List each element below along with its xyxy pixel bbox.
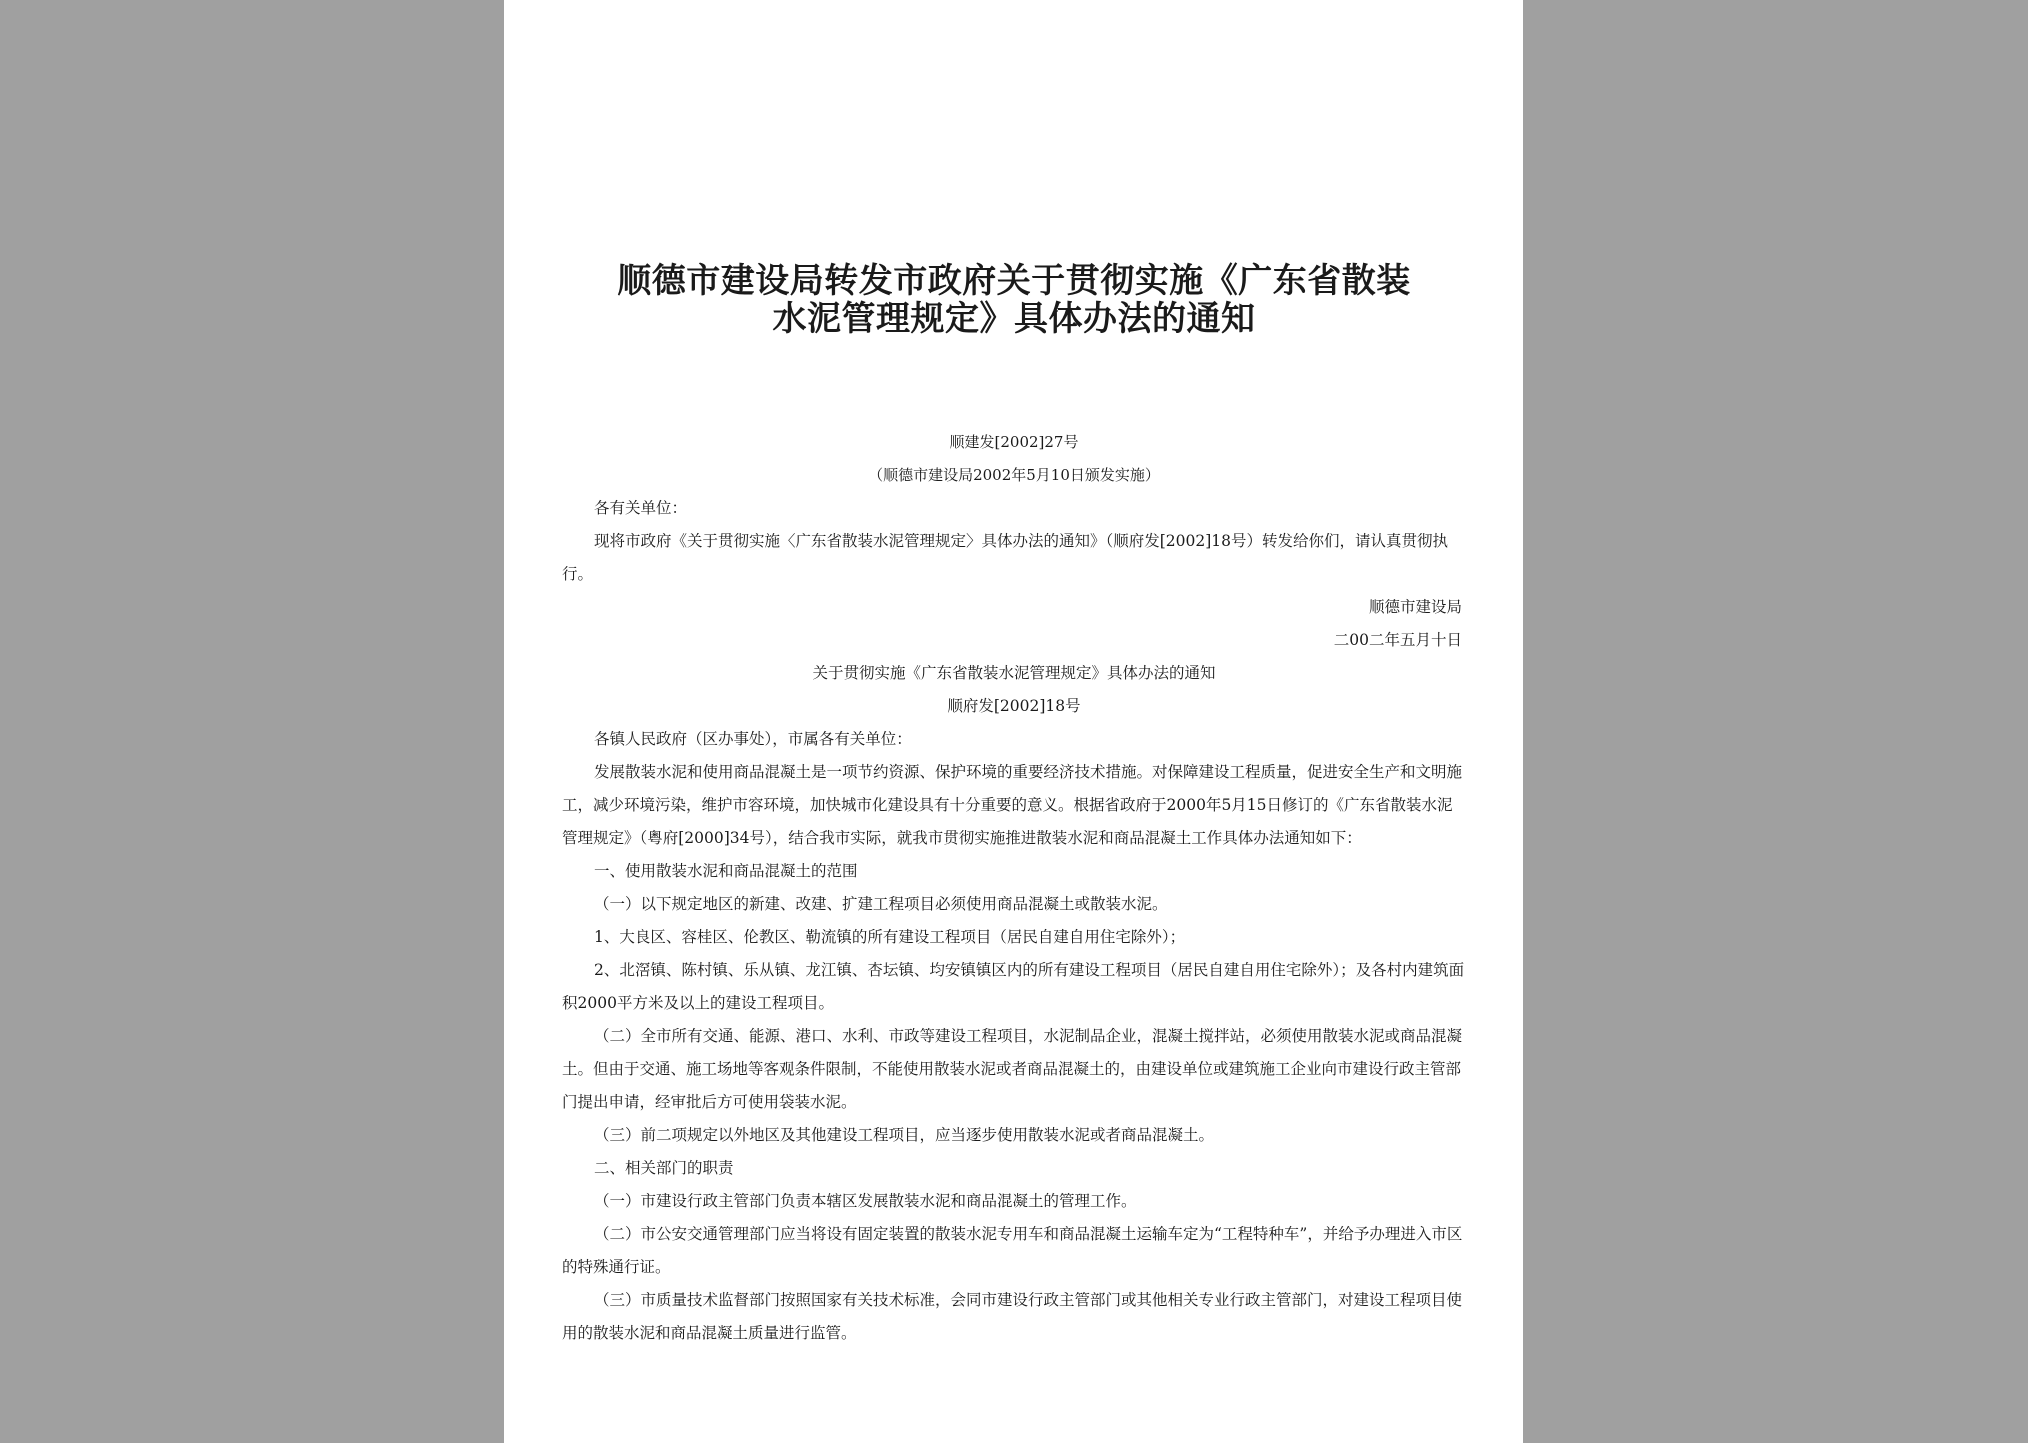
signature-org: 顺德市建设局 — [1368, 598, 1462, 616]
sub-title: 关于贯彻实施《广东省散装水泥管理规定》具体办法的通知 — [812, 664, 1216, 682]
document-number: 顺建发[2002]27号 — [949, 433, 1079, 451]
sub-document-number: 顺府发[2002]18号 — [947, 697, 1081, 715]
title-line-1: 顺德市建设局转发市政府关于贯彻实施《广东省散装 — [617, 261, 1411, 301]
section-1-item-3: （三）前二项规定以外地区及其他建设工程项目，应当逐步使用散装水泥或者商品混凝土。 — [594, 1126, 1215, 1144]
section-2-item-1: （一）市建设行政主管部门负责本辖区发展散装水泥和商品混凝土的管理工作。 — [594, 1192, 1137, 1210]
signature-date: 二00二年五月十日 — [1333, 631, 1462, 649]
section-1-item-1-sub-2: 2、北滘镇、陈村镇、乐从镇、龙江镇、杏坛镇、均安镇镇区内的所有建设工程项目（居民自建自用住宅除外）；及各村内建筑面积2000平方米及以上的建设工程项目。 — [562, 961, 1465, 1012]
issued-note: （顺德市建设局2002年5月10日颁发实施） — [868, 466, 1160, 484]
section-2-item-2: （二）市公安交通管理部门应当将设有固定装置的散装水泥专用车和商品混凝土运输车定为“工程特种车”，并给予办理进入市区的特殊通行证。 — [562, 1225, 1463, 1276]
salutation: 各有关单位： — [594, 499, 688, 517]
title-line-2: 水泥管理规定》具体办法的通知 — [772, 299, 1256, 339]
section-2-heading: 二、相关部门的职责 — [594, 1159, 734, 1177]
section-1-item-1: （一）以下规定地区的新建、改建、扩建工程项目必须使用商品混凝土或散装水泥。 — [594, 895, 1168, 913]
forward-paragraph: 现将市政府《关于贯彻实施〈广东省散装水泥管理规定〉具体办法的通知》（顺府发[2002]18号）转发给你们，请认真贯彻执行。 — [562, 532, 1449, 583]
sub-salutation: 各镇人民政府（区办事处），市属各有关单位： — [594, 730, 912, 748]
document-page — [504, 0, 1523, 1443]
section-2-item-3: （三）市质量技术监督部门按照国家有关技术标准，会同市建设行政主管部门或其他相关专业行政主管部门，对建设工程项目使用的散装水泥和商品混凝土质量进行监管。 — [562, 1291, 1463, 1342]
intro-paragraph: 发展散装水泥和使用商品混凝土是一项节约资源、保护环境的重要经济技术措施。对保障建设工程质量，促进安全生产和文明施工，减少环境污染，维护市容环境，加快城市化建设具有十分重要的意义。根据省政府于2000年5月15日修订的《广东省散装水泥管理规定》（粤府[2000]34号），结合我市实际，就我市贯彻实施推进散装水泥和商品混凝土工作具体办法通知如下： — [562, 763, 1463, 847]
section-1-item-2: （二）全市所有交通、能源、港口、水利、市政等建设工程项目，水泥制品企业，混凝土搅拌站，必须使用散装水泥或商品混凝土。但由于交通、施工场地等客观条件限制，不能使用散装水泥或者商品混凝土的，由建设单位或建筑施工企业向市建设行政主管部门提出申请，经审批后方可使用袋装水泥。 — [562, 1027, 1463, 1111]
document-content — [562, 262, 1466, 1350]
document-title — [562, 262, 1466, 338]
section-1-item-1-sub-1: 1、大良区、容桂区、伦教区、勒流镇的所有建设工程项目（居民自建自用住宅除外）； — [594, 928, 1186, 946]
section-1-heading: 一、使用散装水泥和商品混凝土的范围 — [594, 862, 858, 880]
